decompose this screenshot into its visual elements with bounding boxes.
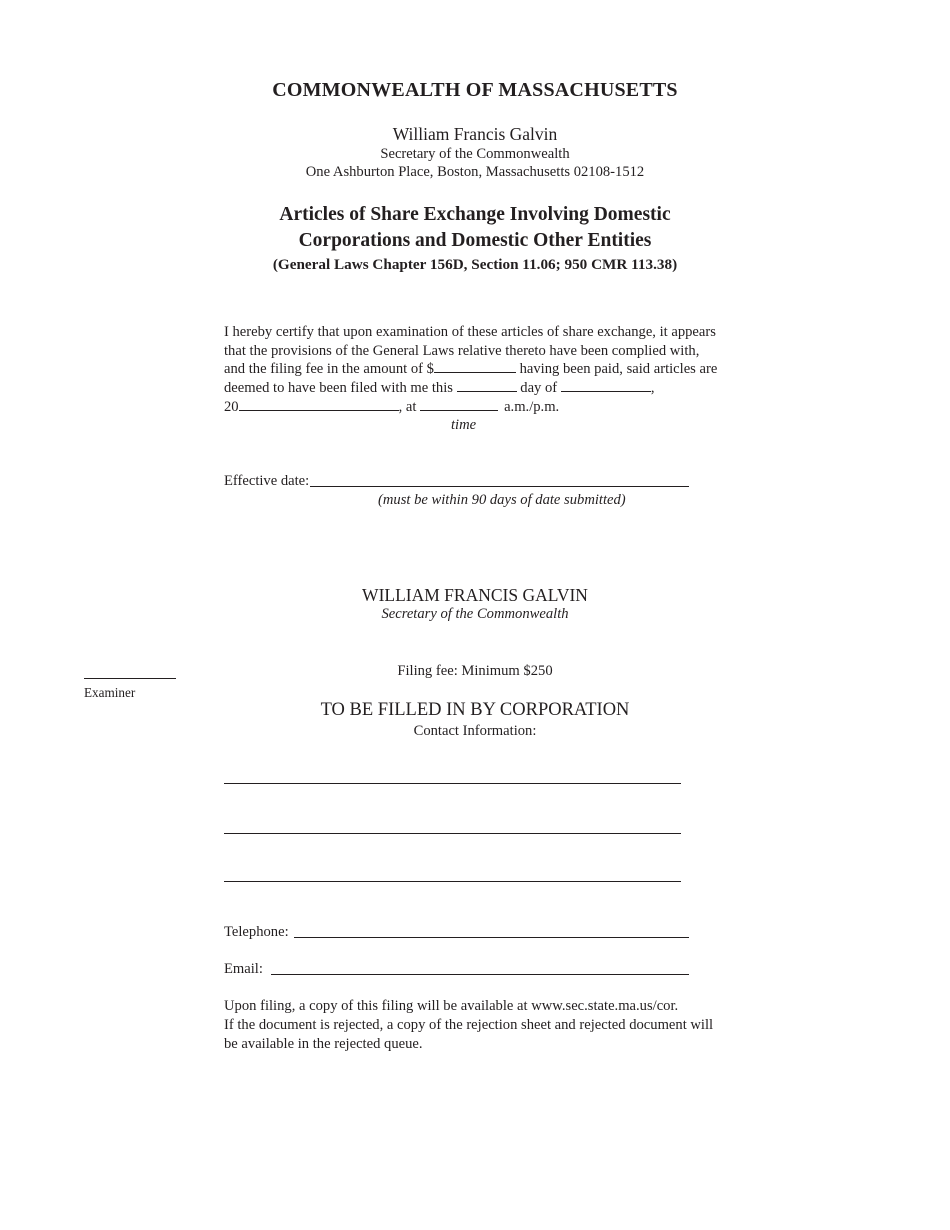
effective-date-note: (must be within 90 days of date submitted)	[378, 492, 626, 508]
certification-line-5-a: 20	[224, 399, 239, 415]
footer-line-2: If the document is rejected, a copy of the rejection sheet and rejected document will	[224, 1017, 714, 1033]
certification-line-4-c: ,	[650, 380, 655, 396]
filed-day-blank[interactable]	[457, 379, 517, 392]
official-name: William Francis Galvin	[392, 124, 558, 144]
certification-line-5	[224, 398, 559, 417]
certification-line-5-b: , at	[398, 399, 421, 415]
certification-line-3-b: having been paid, said articles are	[515, 361, 718, 377]
email-line[interactable]	[271, 974, 689, 975]
certification-line-2: that the provisions of the General Laws relative thereto have been complied with,	[224, 343, 700, 359]
effective-date-label: Effective date:	[224, 473, 310, 489]
telephone-label: Telephone:	[224, 924, 289, 940]
filing-fee-note: Filing fee: Minimum $250	[397, 663, 553, 679]
official-title: Secretary of the Commonwealth	[380, 146, 570, 162]
examiner-label: Examiner	[84, 685, 136, 700]
filing-fee-amount-blank[interactable]	[434, 360, 516, 373]
form-citation: (General Laws Chapter 156D, Section 11.06; 950 CMR 113.38)	[272, 256, 678, 273]
telephone-line[interactable]	[294, 937, 689, 938]
certification-line-3	[224, 360, 717, 379]
certification-line-3-a: and the filing fee in the amount of $	[224, 361, 434, 377]
certification-line-5-c: a.m./p.m.	[504, 399, 560, 415]
time-label: time	[451, 417, 477, 433]
signature-title: Secretary of the Commonwealth	[381, 606, 569, 622]
filed-time-blank[interactable]	[420, 398, 498, 411]
footer-line-1: Upon filing, a copy of this filing will be available at www.sec.state.ma.us/cor.	[224, 998, 679, 1014]
form-title-line-2: Corporations and Domestic Other Entities	[298, 230, 652, 251]
email-label: Email:	[224, 961, 263, 977]
certification-line-4-b: day of	[516, 380, 561, 396]
filed-month-blank[interactable]	[561, 379, 651, 392]
certification-line-4-a: deemed to have been filed with me this	[224, 380, 457, 396]
certification-line-1: I hereby certify that upon examination of these articles of share exchange, it appears	[224, 324, 716, 340]
footer-line-3: be available in the rejected queue.	[224, 1036, 423, 1052]
contact-information-label: Contact Information:	[413, 723, 537, 739]
filed-year-blank[interactable]	[239, 398, 399, 411]
state-heading: COMMONWEALTH OF MASSACHUSETTS	[272, 79, 678, 101]
contact-line-3[interactable]	[224, 881, 681, 882]
office-address: One Ashburton Place, Boston, Massachusetts 02108-1512	[305, 164, 645, 180]
contact-line-2[interactable]	[224, 833, 681, 834]
form-title-line-1: Articles of Share Exchange Involving Domestic	[279, 204, 671, 225]
corporation-section-heading: TO BE FILLED IN BY CORPORATION	[320, 700, 630, 720]
certification-line-4	[224, 379, 654, 398]
signature-name: WILLIAM FRANCIS GALVIN	[362, 585, 588, 605]
contact-line-1[interactable]	[224, 783, 681, 784]
effective-date-line[interactable]	[310, 486, 689, 487]
